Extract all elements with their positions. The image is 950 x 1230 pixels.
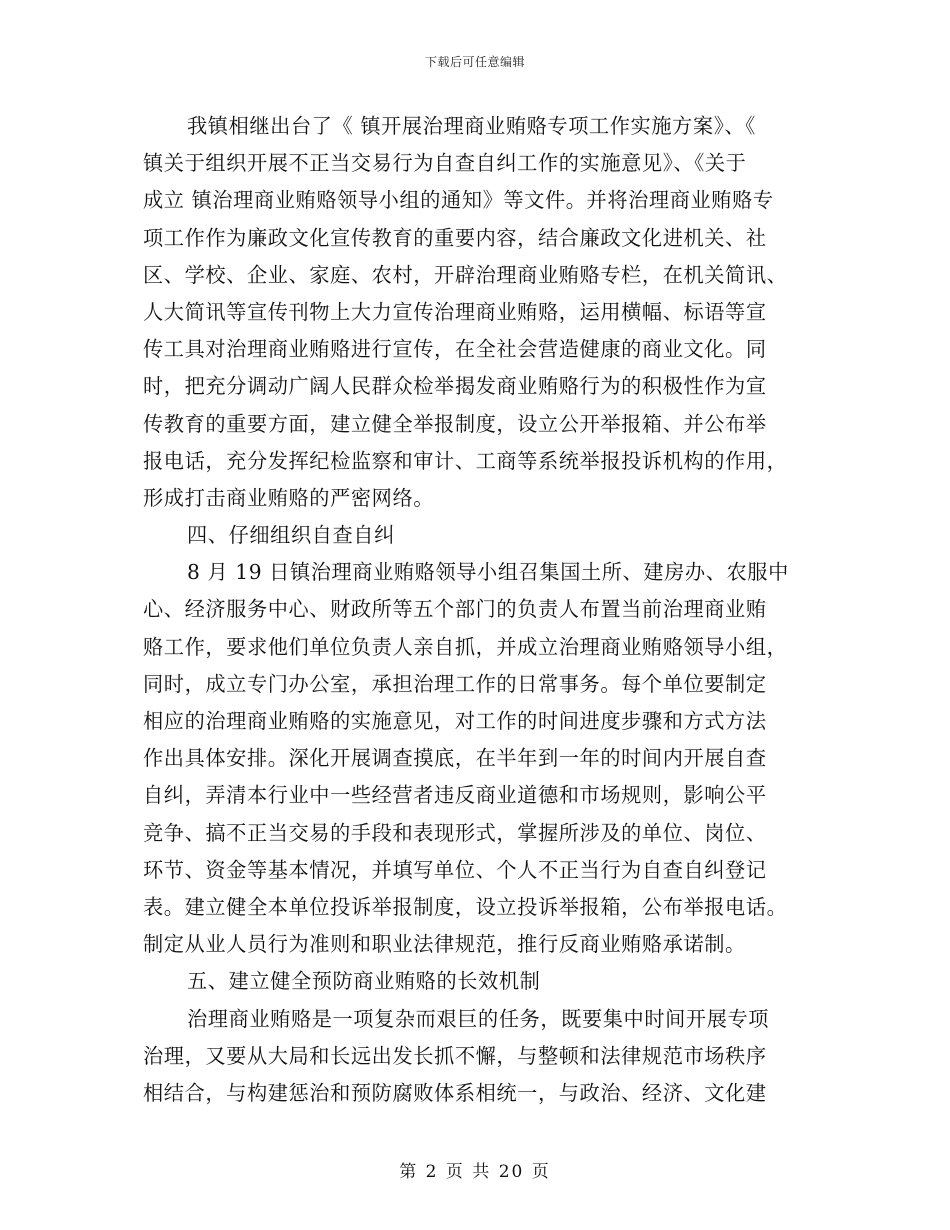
text-line: 形成打击商业贿赂的严密网络。 bbox=[143, 485, 435, 510]
text-line: 相应的治理商业贿赂的实施意见，对工作的时间进度步骤和方式方法 bbox=[143, 709, 767, 733]
text-line: 赂工作，要求他们单位负责人亲自抓，并成立治理商业贿赂领导小组， bbox=[143, 634, 788, 659]
text-line: 自纠，弄清本行业中一些经营者违反商业道德和市场规则，影响公平 bbox=[143, 783, 767, 808]
text-line: 治理，又要从大局和长远出发长抓不懈，与整顿和法律规范市场秩序 bbox=[143, 1043, 767, 1068]
section-heading: 四、仔细组织自查自纠 bbox=[187, 523, 395, 548]
text-line: 心、经济服务中心、财政所等五个部门的负责人布置当前治理商业贿 bbox=[143, 597, 767, 622]
text-line: 制定从业人员行为准则和职业法律规范，推行反商业贿赂承诺制。 bbox=[143, 932, 746, 957]
text-line: 区、学校、企业、家庭、农村，开辟治理商业贿赂专栏，在机关简讯、 bbox=[143, 262, 788, 287]
page-number-footer: 第 2 页 共 20 页 bbox=[399, 1162, 551, 1182]
text-line: 相结合，与构建惩治和预防腐败体系相统一，与政治、经济、文化建 bbox=[143, 1080, 767, 1105]
document-body bbox=[143, 108, 813, 1112]
text-line: 项工作作为廉政文化宣传教育的重要内容，结合廉政文化进机关、社 bbox=[143, 225, 767, 250]
text-line: 竞争、搞不正当交易的手段和表现形式，掌握所涉及的单位、岗位、 bbox=[143, 820, 767, 845]
text-line: 传工具对治理商业贿赂进行宣传，在全社会营造健康的商业文化。同 bbox=[143, 337, 767, 362]
text-line: 治理商业贿赂是一项复杂而艰巨的任务，既要集中时间开展专项 bbox=[187, 1006, 770, 1031]
text-line: 镇关于组织开展不正当交易行为自查自纠工作的实施意见》、《关于 bbox=[143, 151, 747, 176]
text-line: 同时，成立专门办公室，承担治理工作的日常事务。每个单位要制定 bbox=[143, 671, 767, 696]
section-heading: 五、建立健全预防商业贿赂的长效机制 bbox=[187, 969, 541, 994]
text-line: 时，把充分调动广阔人民群众检举揭发商业贿赂行为的积极性作为宣 bbox=[143, 374, 767, 399]
text-line: 环节、资金等基本情况，并填写单位、个人不正当行为自查自纠登记 bbox=[143, 857, 767, 882]
text-line: 成立 镇治理商业贿赂领导小组的通知》等文件。并将治理商业贿赂专 bbox=[143, 188, 774, 213]
text-line: 传教育的重要方面，建立健全举报制度，设立公开举报箱、并公布举 bbox=[143, 411, 767, 436]
text-line: 我镇相继出台了《 镇开展治理商业贿赂专项工作实施方案》、《 bbox=[187, 114, 756, 138]
text-line: 报电话，充分发挥纪检监察和审计、工商等系统举报投诉机构的作用， bbox=[143, 448, 788, 473]
page-header: 下载后可任意编辑 bbox=[424, 55, 525, 69]
text-line: 人大简讯等宣传刊物上大力宣传治理商业贿赂，运用横幅、标语等宣 bbox=[143, 299, 767, 324]
text-line: 8 月 19 日镇治理商业贿赂领导小组召集国土所、建房办、农服中 bbox=[187, 560, 789, 585]
text-line: 表。建立健全本单位投诉举报制度，设立投诉举报箱，公布举报电话。 bbox=[143, 894, 788, 919]
text-line: 作出具体安排。深化开展调查摸底，在半年到一年的时间内开展自查 bbox=[143, 746, 767, 771]
